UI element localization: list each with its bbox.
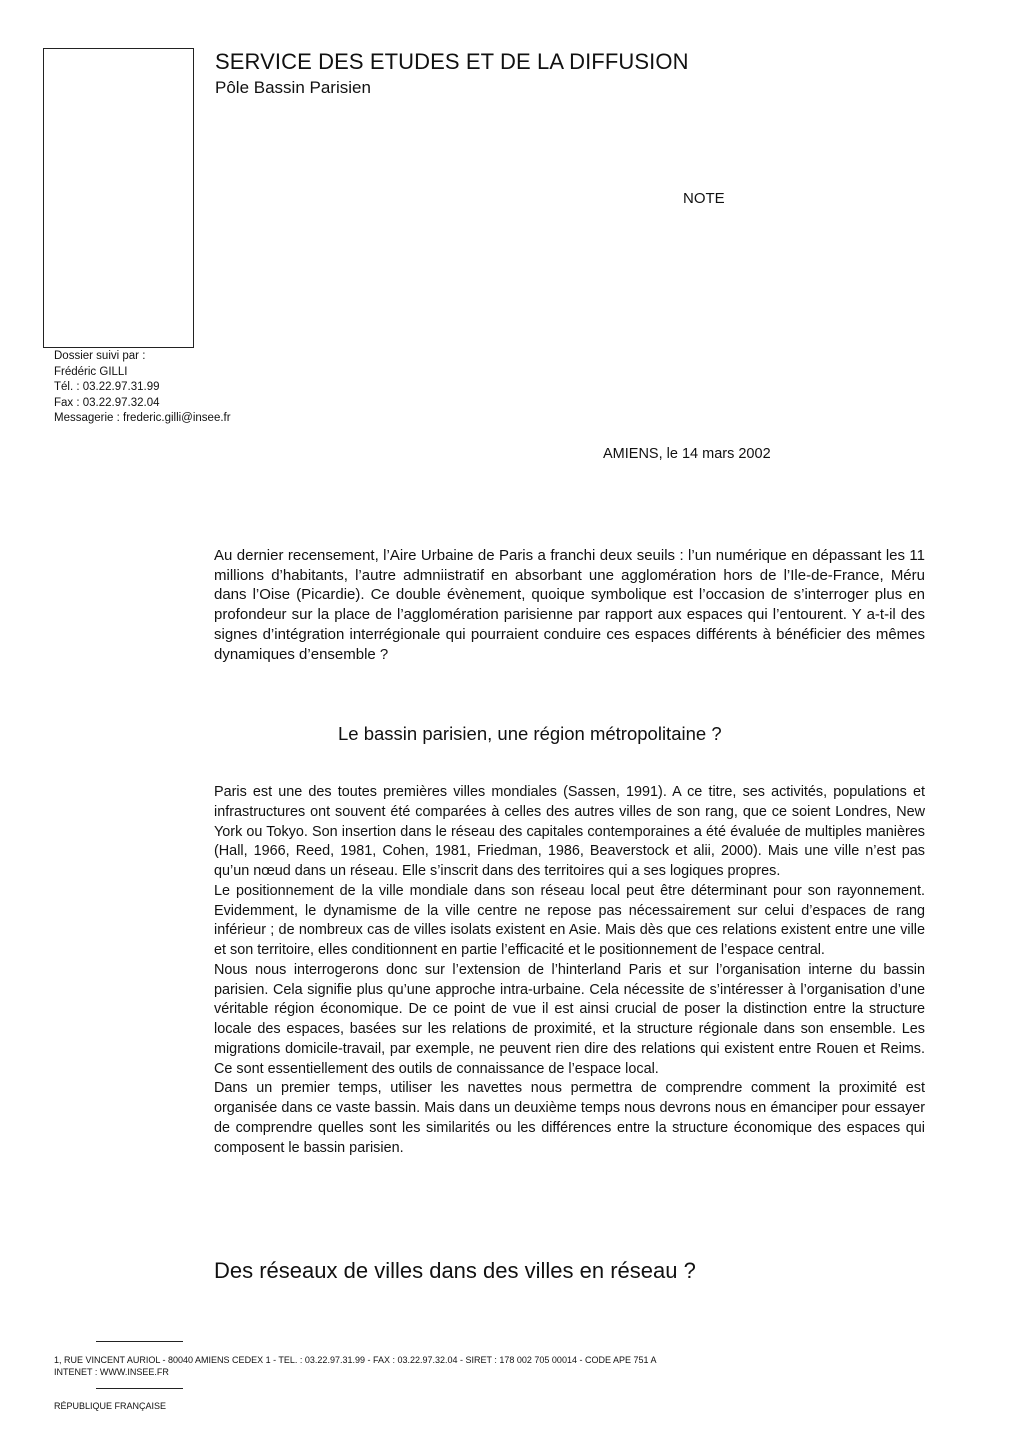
pole-subtitle: Pôle Bassin Parisien bbox=[215, 78, 371, 97]
logo-placeholder-box bbox=[43, 48, 194, 348]
contact-name: Frédéric GILLI bbox=[54, 365, 128, 378]
section-heading-reseaux: Des réseaux de villes dans des villes en réseau ? bbox=[214, 1258, 696, 1283]
note-label: NOTE bbox=[683, 190, 725, 207]
contact-block bbox=[54, 349, 231, 427]
body-paragraph: Nous nous interrogerons donc sur l’extension de l’hinterland Paris et sur l’organisation interne du bassin parisien. Cela signifie plus qu’une approche intra-urbaine. Cela nécessite de s’intéresser à l’organisation d’une véritable région économique. De ce point de vue il est ainsi crucial de poser la distinction entre la structure locale des espaces, basées sur les relations de proximité, et la structure régionale dans son ensemble. Les migrations domicile-travail, par exemple, ne peuvent rien dire des relations qui existent entre Rouen et Reims. Ce sont essentiellement des outils de connaissance de l’espace local. bbox=[214, 961, 925, 1077]
contact-email: Messagerie : frederic.gilli@insee.fr bbox=[54, 412, 231, 424]
footer-divider bbox=[96, 1388, 183, 1389]
intro-paragraph: Au dernier recensement, l’Aire Urbaine de Paris a franchi deux seuils : l’un numérique en dépassant les 11 millions d’habitants, l’autre admniistratif en absorbant une agglomération hors de l’Ile-de-France, Méru dans l’Oise (Picardie). Ce double évènement, quoique symbolique est l’occasion de s’interroger plus en profondeur sur la place de l’agglomération parisienne par rapport aux espaces qui l’entourent. Y a-t-il des signes d’intégration interrégionale qui pourraient conduire ces espaces différents à bénéficier des mêmes dynamiques d’ensemble ? bbox=[214, 547, 925, 663]
footer-address: 1, RUE VINCENT AURIOL - 80040 AMIENS CEDEX 1 - TEL. : 03.22.97.31.99 - FAX : 03.22.97.32.04 - SIRET : 178 002 705 00014 - CODE APE 751 A bbox=[54, 1355, 657, 1365]
body-paragraph: Le positionnement de la ville mondiale dans son réseau local peut être déterminant pour son rayonnement. Evidemment, le dynamisme de la ville centre ne repose pas nécessairement sur celui d’espaces de rang inférieur ; de nombreux cas de villes isolats existent en Asie. Mais dès que ces relations existent entre une ville et son territoire, elles conditionnent en partie l’efficacité et le positionnement de l’espace central. bbox=[214, 882, 925, 958]
contact-fax: Fax : 03.22.97.32.04 bbox=[54, 396, 160, 409]
section-heading-region: Le bassin parisien, une région métropolitaine ? bbox=[338, 723, 722, 744]
footer-internet: INTENET : WWW.INSEE.FR bbox=[54, 1367, 169, 1377]
body-text bbox=[214, 783, 925, 1158]
body-paragraph: Dans un premier temps, utiliser les navettes nous permettra de comprendre comment la proximité est organisée dans ce vaste bassin. Mais dans un deuxième temps nous devrons nous en émanciper pour essayer de comprendre quelles sont les similarités ou les différences entre la structure économique des espaces qui composent le bassin parisien. bbox=[214, 1080, 925, 1156]
footer-republique: RÉPUBLIQUE FRANÇAISE bbox=[54, 1401, 167, 1411]
contact-dossier: Dossier suivi par : bbox=[54, 350, 146, 362]
date-line: AMIENS, le 14 mars 2002 bbox=[603, 446, 771, 462]
service-title: SERVICE DES ETUDES ET DE LA DIFFUSION bbox=[215, 49, 689, 74]
contact-phone: Tél. : 03.22.97.31.99 bbox=[54, 381, 160, 393]
footer-divider bbox=[96, 1341, 183, 1342]
body-paragraph: Paris est une des toutes premières villes mondiales (Sassen, 1991). A ce titre, ses activités, populations et infrastructures ont souvent été comparées à celles des autres villes de son rang, que ce soient Londres, New York ou Tokyo. Son insertion dans le réseau des capitales contemporaines a été évaluée de multiples manières (Hall, 1966, Reed, 1981, Cohen, 1981, Friedman, 1986, Beaverstock et alii, 2000). Mais une ville n’est pas qu’un nœud dans un réseau. Elle s’inscrit dans des territoires qui a ses logiques propres. bbox=[214, 784, 925, 879]
